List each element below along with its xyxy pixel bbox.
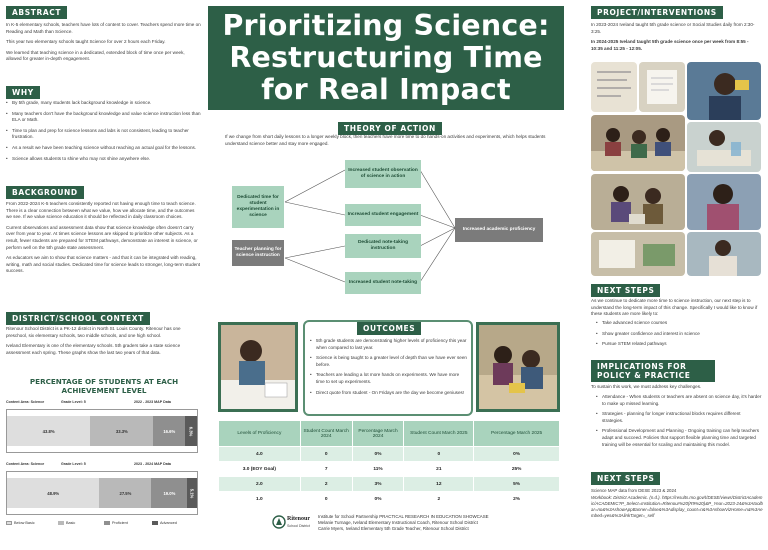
- photo-student-boy: [687, 62, 761, 120]
- list-item: • Show greater confidence and interest in science: [596, 331, 762, 338]
- table-cell: 3%: [352, 477, 404, 492]
- why-heading: WHY: [6, 86, 40, 99]
- bar-value-label: 5.1%: [189, 488, 195, 498]
- legend-proficient: [104, 521, 128, 525]
- chart-2023-header: [6, 400, 186, 406]
- table-row: [219, 477, 560, 492]
- table-header: Percentage March 2024: [352, 421, 404, 447]
- list-item: • Teachers are leading a lot more hands on experiments. We have more time to set up experiments.: [310, 372, 468, 385]
- outcomes-heading: OUTCOMES: [357, 322, 421, 335]
- box-teacher-planning: Teacher planning for science instruction: [232, 240, 284, 266]
- photo-student-girl: [687, 174, 761, 230]
- bar-value-label: 19.0%: [163, 490, 176, 496]
- list-item: • Strategies - planning for longer instructional blocks requires different strategies.: [596, 411, 762, 424]
- table-cell: 12: [404, 477, 474, 492]
- bar-chart-2023: [6, 409, 198, 453]
- district-p2: Iveland Elementary is one of the elementary schools. 5th graders take a state science assessment each spring. These graphs show the last two years of that data.: [6, 343, 181, 355]
- table-cell: 21: [404, 462, 474, 477]
- project-heading: PROJECT/INTERVENTIONS: [591, 6, 723, 19]
- list-item: • Pursue STEM related pathways: [596, 341, 762, 348]
- legend-swatch: [104, 521, 110, 525]
- outcomes-photo-left: [218, 322, 298, 412]
- table-cell: 2: [300, 477, 352, 492]
- legend-below-basic: [6, 521, 35, 525]
- poster-title-box: [208, 6, 564, 110]
- box-increased-engagement: Increased student engagement: [345, 204, 421, 226]
- project-p2: In 2024-2025 Iveland taught 5th grade science once per week from 8:55 - 10:35 and 11:25 - 12:05.: [591, 39, 749, 51]
- photo-class-group: [591, 115, 685, 171]
- logo-name: Ritenour: [287, 516, 310, 522]
- photo-desk: [591, 232, 685, 276]
- list-item: • Professional Development and Planning - Ongoing training can help teachers adapt and succeed. Policies that support flexible planning time and targeted training will be essential for scaling and maintaining this model.: [596, 428, 762, 448]
- box-dedicated-notetaking: Dedicated note-taking instruction: [345, 234, 421, 258]
- bar-value-label: 43.8%: [42, 428, 55, 434]
- list-item: • Direct quote from student - On Fridays are the day we become geniuses!: [310, 390, 468, 397]
- bar-advanced: [187, 478, 197, 508]
- bar-basic: [90, 416, 153, 446]
- legend-basic: [58, 521, 75, 525]
- background-p1: From 2022-2024 K-5 teachers consistently reported not having enough time to teach science. There is a clear connection between what we value, how we allocate time, and the outcomes we see. If we value science education it should be reflected in daily classroom choices.: [6, 201, 196, 220]
- abstract-p3: We learned that teaching science in a dedicated, extended block of time once per week, allowed for greater in-depth engagement.: [6, 49, 185, 62]
- footer-credits: [318, 514, 563, 532]
- list-item: • 5th grade students are demonstrating higher levels of proficiency this year when compared to last year.: [310, 338, 468, 351]
- table-cell: 4.0: [219, 447, 301, 462]
- implications-list: [596, 394, 762, 452]
- legend-label: Proficient: [112, 521, 128, 525]
- district-text: [6, 326, 201, 360]
- bar-proficient: [151, 478, 187, 508]
- table-cell: 0: [300, 492, 352, 507]
- photo-lab-work: [687, 122, 761, 172]
- photo-notebook: [639, 62, 685, 112]
- next-steps-intro: As we continue to dedicate more time to science instruction, our next step is to understand the long-term impact of this change. Specifically I would like to know if these students are more likely to:: [591, 298, 758, 317]
- project-text: [591, 22, 761, 56]
- table-cell: 0%: [474, 447, 560, 462]
- legend-swatch: [58, 521, 64, 525]
- abstract-p2: This year two elementary schools taught Science for over 2 hours each Friday.: [6, 39, 166, 45]
- lab-work-photo: [687, 122, 761, 172]
- theory-heading: THEORY OF ACTION: [338, 122, 442, 135]
- photo-student-notes: [591, 62, 637, 112]
- students-lab-photo: [479, 325, 557, 409]
- legend-label: Basic: [66, 521, 76, 525]
- background-text: [6, 201, 201, 279]
- theory-intro: If we change from short daily lessons to a longer weekly block, then teachers have more time to do hands-on activities and experiments, which helps students understand science better and stay more engaged.: [225, 134, 546, 146]
- next-steps-list: [596, 320, 762, 352]
- chart-header-year: 2023 - 2024 MAP Data: [134, 462, 171, 466]
- chart-header-grade: Grade Level: 5: [61, 400, 86, 404]
- list-item: • Many teachers don't have the background knowledge and value science instruction less than ELA or Math.: [6, 111, 202, 124]
- teacher-photo: [687, 232, 761, 276]
- poster-title: Prioritizing Science: Restructuring Time for Real Impact: [222, 9, 550, 106]
- references-p1: Science MAP data from DESE 2023 & 2024: [591, 488, 677, 493]
- table-header: Student Count March 2025: [404, 421, 474, 447]
- table-row: [219, 462, 560, 477]
- footer-line2: Melanie Turnage, Iveland Elementary Instructional Coach, Ritenour School District: [318, 520, 478, 525]
- photo-teacher: [687, 232, 761, 276]
- legend-label: Advanced: [160, 521, 177, 525]
- footer-line3: Carrie Myers, Iveland Elementary 5th Grade Teacher, Ritenour School District: [318, 526, 469, 531]
- next-steps-heading: NEXT STEPS: [591, 284, 660, 297]
- table-header-row: [219, 421, 560, 447]
- table-cell: 2: [404, 492, 474, 507]
- list-item: • Attendance - When students or teachers are absent on science day, it's harder to make up missed learning.: [596, 394, 762, 407]
- box-increased-observation: Increased student observation of science in action: [345, 160, 421, 188]
- table-header: Levels of Proficiency: [219, 421, 301, 447]
- list-item: • Take advanced science courses: [596, 320, 762, 327]
- table-row: [219, 447, 560, 462]
- bar-below-basic: [7, 478, 99, 508]
- legend-advanced: [152, 521, 177, 525]
- background-p3: As educators we aim to show that science matters - and that it can be integrated with reading, writing, math and social studies. Dedicated time for science leads to stronger, long-term student success.: [6, 255, 201, 274]
- students-working-photo: [221, 325, 295, 409]
- bar-value-label: 33.3%: [115, 428, 128, 434]
- student-girl-photo: [687, 174, 761, 230]
- table-cell: 2.0: [219, 477, 301, 492]
- chart-header-grade: Grade Level: 5: [61, 462, 86, 466]
- implications-heading: IMPLICATIONS FOR POLICY & PRACTICE: [591, 360, 715, 382]
- table-cell: 0%: [352, 492, 404, 507]
- chart-title: PERCENTAGE OF STUDENTS AT EACH ACHIEVEMENT LEVEL: [29, 377, 179, 395]
- list-item: • By 5th grade, many students lack background knowledge in science.: [6, 100, 202, 107]
- abstract-p1: In K-5 elementary schools, teachers have lots of content to cover. Teachers spend more time on Reading and Math than Science.: [6, 22, 201, 34]
- table-header: Student Count March 2024: [300, 421, 352, 447]
- footer-line1: Institute for School Partnership PRACTICAL RESEARCH IN EDUCATION SHOWCASE: [318, 514, 489, 519]
- list-item: • Science is being taught to a greater level of depth than we have ever seen before.: [310, 355, 468, 368]
- table-header: Percentage March 2025: [474, 421, 560, 447]
- outcomes-list: [310, 338, 468, 400]
- bar-proficient: [153, 416, 185, 446]
- table-cell: 0: [300, 447, 352, 462]
- legend-swatch: [152, 521, 158, 525]
- list-item: • Science allows students to shine who may not shine anywhere else.: [6, 156, 202, 163]
- why-list: [6, 100, 202, 166]
- table-cell: 25%: [474, 462, 560, 477]
- bar-value-label: 48.9%: [47, 490, 60, 496]
- bar-value-label: 16.6%: [163, 428, 176, 434]
- bar-basic: [99, 478, 151, 508]
- table-row: [219, 492, 560, 507]
- bar-value-label: 6.3%: [188, 426, 194, 436]
- district-heading: DISTRICT/SCHOOL CONTEXT: [6, 312, 150, 325]
- references-p2: Workbook: District Academic. (n.d.). https://results.mo.gov/t/DESE/views/DistrictAcademic/ACADEMIC?P_Select=Institution=Ritenour%20(R9%20)&P_Year=2023-24&%3Atoolbar=no&%3AshowAppBanner=false&%3Adisplay_count=n&%3AshowVizHome=n&%3Aembed=yes&%3AlinkTarget=_self: [591, 495, 763, 518]
- table-cell: 7: [300, 462, 352, 477]
- district-logo: [272, 513, 314, 535]
- logo-sub: School District: [287, 524, 310, 528]
- table-cell: 1.0: [219, 492, 301, 507]
- table-cell: 0%: [352, 447, 404, 462]
- notebook-photo: [639, 62, 685, 112]
- implications-intro: To sustain this work, we must address key challenges.: [591, 384, 702, 389]
- abstract-text: [6, 22, 201, 67]
- bar-below-basic: [7, 416, 90, 446]
- legend-label: Below Basic: [14, 521, 35, 525]
- classroom-photo: [591, 115, 685, 171]
- table-cell: 0: [404, 447, 474, 462]
- chart-header-year: 2022 - 2023 MAP Data: [134, 400, 171, 404]
- background-heading: BACKGROUND: [6, 186, 84, 199]
- experiment-photo: [591, 174, 685, 230]
- student-notes-photo: [591, 62, 637, 112]
- table-cell: 2%: [474, 492, 560, 507]
- chart-header-content-area: Content Area: Science: [6, 400, 45, 404]
- legend-swatch: [6, 521, 12, 525]
- district-p1: Ritenour School District is a PK-12 district in North St. Louis County. Ritenour has one preschool, six elementary schools, two middle schools, and one high school.: [6, 326, 181, 338]
- district-logo-icon: [272, 515, 286, 529]
- table-cell: 11%: [352, 462, 404, 477]
- project-p1: In 2023-2024 Iveland taught 5th grade science or Social Studies daily from 2:30-3:25.: [591, 22, 755, 34]
- chart-2024-header: [6, 462, 186, 468]
- background-p2: Current observations and assessment data show that science knowledge often doesn't carry over from year to year. At times science lessons are skipped to prioritize other subjects. As a result, fewer students are prepared for STEM pathways, demonstrate an interest in science, or perform well on the 5th grade state assessment.: [6, 224, 198, 250]
- outcomes-photo-right: [476, 322, 560, 412]
- abstract-heading: ABSTRACT: [6, 6, 67, 19]
- table-cell: 5%: [474, 477, 560, 492]
- chart-header-content-area: Content Area: Science: [6, 462, 45, 466]
- bar-chart-2024: [6, 471, 198, 515]
- bar-advanced: [185, 416, 197, 446]
- list-item: • As a result we have been teaching science without reaching an actual goal for the lessons.: [6, 145, 202, 152]
- photo-students-experiment: [591, 174, 685, 230]
- proficiency-table: [218, 420, 560, 507]
- desk-photo: [591, 232, 685, 276]
- list-item: • Time to plan and prep for science lessons and labs is not consistent, leading to teacher frustration.: [6, 128, 202, 141]
- table-cell: 3.0 (EOY Goal): [219, 462, 301, 477]
- box-dedicated-experimentation: Dedicated time for student experimentation in science: [232, 186, 284, 228]
- box-increased-notetaking: Increased student note-taking: [345, 272, 421, 294]
- references-text: [591, 488, 763, 523]
- box-increased-proficiency: Increased academic proficiency: [455, 218, 543, 242]
- bar-value-label: 27.5%: [119, 490, 132, 496]
- student-portrait-photo: [687, 62, 761, 120]
- next-steps-2-heading: NEXT STEPS: [591, 472, 660, 485]
